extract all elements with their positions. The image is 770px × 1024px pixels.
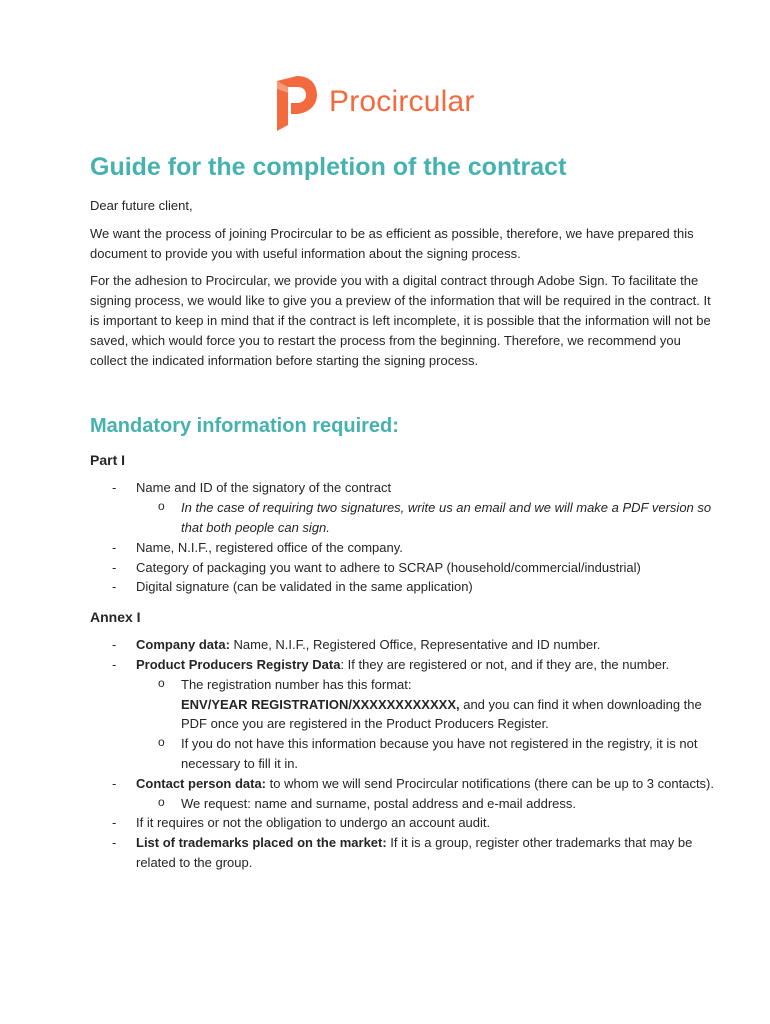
- list-item: [136, 734, 720, 774]
- section-heading: Mandatory information required:: [90, 415, 399, 438]
- list-item: [90, 774, 720, 814]
- annex1-list: [90, 635, 720, 873]
- company-data-label: Company data:: [136, 637, 230, 653]
- annex1-heading: Annex I: [90, 609, 141, 626]
- registry-format-text: The registration number has this format:: [181, 676, 412, 692]
- dash-bullet: -: [112, 775, 117, 791]
- contact-data-text: to whom we will send Procircular notifications (there can be up to 3 contacts).: [266, 775, 715, 791]
- intro-paragraph-1: We want the process of joining Procircular to be as efficient as possible, therefore, we have prepared this document to provide you with useful information about the signing process.: [90, 225, 694, 261]
- procircular-logo-icon: [273, 73, 319, 131]
- registry-format-rest: and you can find it when downloading the PDF once you are registered in the Product Producers Register.: [181, 696, 702, 732]
- registry-format-code: ENV/YEAR REGISTRATION/XXXXXXXXXXXX,: [181, 696, 460, 712]
- list-item: [90, 558, 720, 578]
- procircular-logo: [273, 73, 475, 131]
- part1-item-two-signatures-note: In the case of requiring two signatures, write us an email and we will make a PDF version so that both people can sign.: [181, 500, 712, 535]
- intro-paragraph-2: For the adhesion to Procircular, we provide you with a digital contract through Adobe Sign. To facilitate the signing process, we would like to give you a preview of the information that will be required in the contract. It is important to keep in mind that if the contract is left incomplete, it is possible that the information will not be saved, which would force you to restart the process from the beginning. Therefore, we recommend you collect the indicated information before starting the signing process.: [90, 273, 711, 368]
- trademarks-label: List of trademarks placed on the market:: [136, 835, 387, 851]
- dash-bullet: -: [112, 835, 117, 851]
- circle-bullet: o: [158, 499, 165, 514]
- registry-data-text: : If they are registered or not, and if they are, the number.: [340, 656, 670, 672]
- list-item: [90, 833, 720, 873]
- document-page: [90, 150, 720, 883]
- registry-data-label: Product Producers Registry Data: [136, 656, 341, 672]
- logo-wordmark: Procircular: [329, 85, 475, 118]
- list-item: [90, 813, 720, 833]
- list-item: [90, 577, 720, 597]
- contact-request-note: We request: name and surname, postal address and e-mail address.: [181, 795, 577, 811]
- trademarks-text: If it is a group, register other trademarks that may be related to the group.: [136, 835, 693, 870]
- circle-bullet: o: [158, 675, 165, 690]
- list-item: [136, 498, 720, 538]
- registry-sublist: [136, 675, 720, 774]
- account-audit-item: If it requires or not the obligation to undergo an account audit.: [136, 815, 491, 831]
- circle-bullet: o: [158, 735, 165, 750]
- greeting: Dear future client,: [90, 198, 193, 213]
- contact-sublist: [136, 794, 720, 814]
- part1-item-packaging: Category of packaging you want to adhere to SCRAP (household/commercial/industrial): [136, 559, 641, 575]
- dash-bullet: -: [112, 579, 117, 595]
- part1-item-signatory: Name and ID of the signatory of the contract: [136, 480, 392, 496]
- list-item: [90, 655, 720, 774]
- page-title: Guide for the completion of the contract: [90, 153, 567, 181]
- dash-bullet: -: [112, 539, 117, 555]
- company-data-text: Name, N.I.F., Registered Office, Representative and ID number.: [229, 637, 601, 653]
- registry-not-registered-note: If you do not have this information because you have not registered in the registry, it is not necessary to fill it in.: [181, 736, 698, 771]
- list-item: [90, 635, 720, 655]
- dash-bullet: -: [112, 559, 117, 575]
- part1-item-company: Name, N.I.F., registered office of the company.: [136, 539, 403, 555]
- part1-item-signature: Digital signature (can be validated in the same application): [136, 579, 473, 595]
- contact-data-label: Contact person data:: [136, 775, 267, 791]
- list-item: [90, 538, 720, 558]
- list-item: [136, 794, 720, 814]
- dash-bullet: -: [112, 656, 117, 672]
- list-item: [136, 675, 720, 734]
- list-item: [90, 478, 720, 537]
- part1-sublist: [136, 498, 720, 538]
- part1-heading: Part I: [90, 452, 126, 469]
- part1-list: [90, 478, 720, 597]
- circle-bullet: o: [158, 794, 165, 809]
- dash-bullet: -: [112, 815, 117, 831]
- dash-bullet: -: [112, 637, 117, 653]
- dash-bullet: -: [112, 480, 117, 496]
